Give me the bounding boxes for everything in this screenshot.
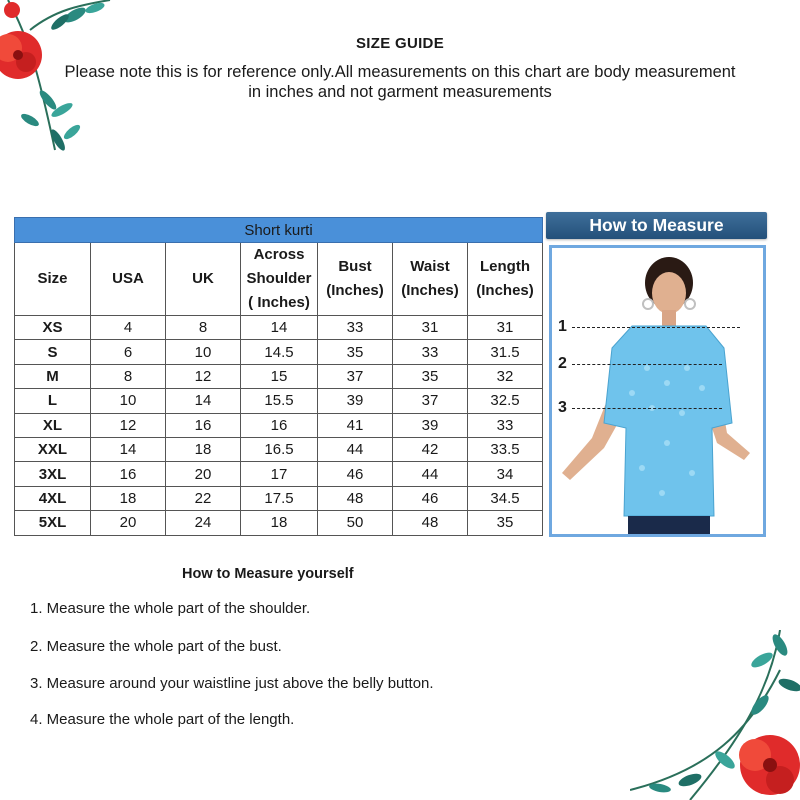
table-cell: 32 xyxy=(468,364,543,388)
shoulder-dashed-line xyxy=(572,327,740,328)
table-cell: 33.5 xyxy=(468,437,543,461)
table-cell: 37 xyxy=(393,389,468,413)
table-cell: 37 xyxy=(318,364,393,388)
size-cell: 5XL xyxy=(15,511,91,535)
table-cell: 46 xyxy=(318,462,393,486)
table-cell: 17 xyxy=(241,462,318,486)
bust-dashed-line xyxy=(572,364,722,365)
table-cell: 14 xyxy=(166,389,241,413)
table-cell: 39 xyxy=(318,389,393,413)
measure-marker-1: 1 xyxy=(558,318,567,335)
column-header: USA xyxy=(91,243,166,316)
size-cell: XS xyxy=(15,316,91,340)
instruction-step: 3. Measure around your waistline just above the belly button. xyxy=(30,675,434,692)
model-photo xyxy=(549,245,766,537)
model-wearing-kurti-icon xyxy=(552,248,763,534)
size-cell: XXL xyxy=(15,437,91,461)
size-chart-table xyxy=(14,217,543,536)
table-cell: 12 xyxy=(91,413,166,437)
table-cell: 39 xyxy=(393,413,468,437)
table-cell: 48 xyxy=(393,511,468,535)
table-row xyxy=(15,316,543,340)
table-row xyxy=(15,413,543,437)
table-cell: 10 xyxy=(166,340,241,364)
column-header: UK xyxy=(166,243,241,316)
waist-dashed-line xyxy=(572,408,722,409)
size-cell: 3XL xyxy=(15,462,91,486)
column-header: Bust (Inches) xyxy=(318,243,393,316)
table-cell: 46 xyxy=(393,486,468,510)
table-cell: 14 xyxy=(91,437,166,461)
table-cell: 42 xyxy=(393,437,468,461)
table-cell: 18 xyxy=(241,511,318,535)
table-cell: 48 xyxy=(318,486,393,510)
table-cell: 20 xyxy=(91,511,166,535)
table-cell: 44 xyxy=(318,437,393,461)
table-row xyxy=(15,486,543,510)
table-cell: 8 xyxy=(91,364,166,388)
table-cell: 18 xyxy=(91,486,166,510)
size-guide-title: SIZE GUIDE xyxy=(355,35,444,52)
table-cell: 6 xyxy=(91,340,166,364)
table-cell: 8 xyxy=(166,316,241,340)
table-cell: 15 xyxy=(241,364,318,388)
table-cell: 32.5 xyxy=(468,389,543,413)
table-cell: 18 xyxy=(166,437,241,461)
instruction-step: 1. Measure the whole part of the shoulder. xyxy=(30,600,311,617)
table-row xyxy=(15,340,543,364)
table-cell: 16 xyxy=(91,462,166,486)
instruction-step: 4. Measure the whole part of the length. xyxy=(30,711,295,728)
table-cell: 34 xyxy=(468,462,543,486)
table-cell: 16.5 xyxy=(241,437,318,461)
table-cell: 22 xyxy=(166,486,241,510)
table-cell: 44 xyxy=(393,462,468,486)
reference-note: Please note this is for reference only.All measurements on this chart are body measurement in inches and not garment measurements xyxy=(64,63,736,101)
measure-marker-2: 2 xyxy=(558,355,567,372)
table-caption: Short kurti xyxy=(15,218,543,243)
table-body xyxy=(15,316,543,536)
table-cell: 24 xyxy=(166,511,241,535)
size-cell: S xyxy=(15,340,91,364)
size-cell: M xyxy=(15,364,91,388)
column-header: Size xyxy=(15,243,91,316)
table-cell: 16 xyxy=(166,413,241,437)
table-cell: 35 xyxy=(393,364,468,388)
table-cell: 34.5 xyxy=(468,486,543,510)
table-cell: 35 xyxy=(468,511,543,535)
table-row xyxy=(15,462,543,486)
table-cell: 4 xyxy=(91,316,166,340)
table-cell: 15.5 xyxy=(241,389,318,413)
column-header: Waist (Inches) xyxy=(393,243,468,316)
table-cell: 41 xyxy=(318,413,393,437)
table-cell: 20 xyxy=(166,462,241,486)
table-cell: 35 xyxy=(318,340,393,364)
instruction-step: 2. Measure the whole part of the bust. xyxy=(30,638,282,655)
table-cell: 14 xyxy=(241,316,318,340)
size-cell: XL xyxy=(15,413,91,437)
table-cell: 16 xyxy=(241,413,318,437)
column-header: Length (Inches) xyxy=(468,243,543,316)
table-row xyxy=(15,389,543,413)
table-row xyxy=(15,364,543,388)
table-cell: 33 xyxy=(393,340,468,364)
instructions-title: How to Measure yourself xyxy=(182,566,354,582)
column-header: Across Shoulder ( Inches) xyxy=(241,243,318,316)
how-to-measure-banner: How to Measure xyxy=(546,212,767,239)
table-cell: 17.5 xyxy=(241,486,318,510)
size-cell: L xyxy=(15,389,91,413)
table-cell: 31 xyxy=(393,316,468,340)
table-cell: 10 xyxy=(91,389,166,413)
table-cell: 14.5 xyxy=(241,340,318,364)
table-cell: 33 xyxy=(468,413,543,437)
measure-marker-3: 3 xyxy=(558,399,567,416)
table-cell: 50 xyxy=(318,511,393,535)
size-cell: 4XL xyxy=(15,486,91,510)
table-row xyxy=(15,511,543,535)
table-cell: 31.5 xyxy=(468,340,543,364)
table-cell: 31 xyxy=(468,316,543,340)
floral-corner-bottom-right-icon xyxy=(630,630,800,800)
table-cell: 12 xyxy=(166,364,241,388)
table-cell: 33 xyxy=(318,316,393,340)
table-row xyxy=(15,437,543,461)
